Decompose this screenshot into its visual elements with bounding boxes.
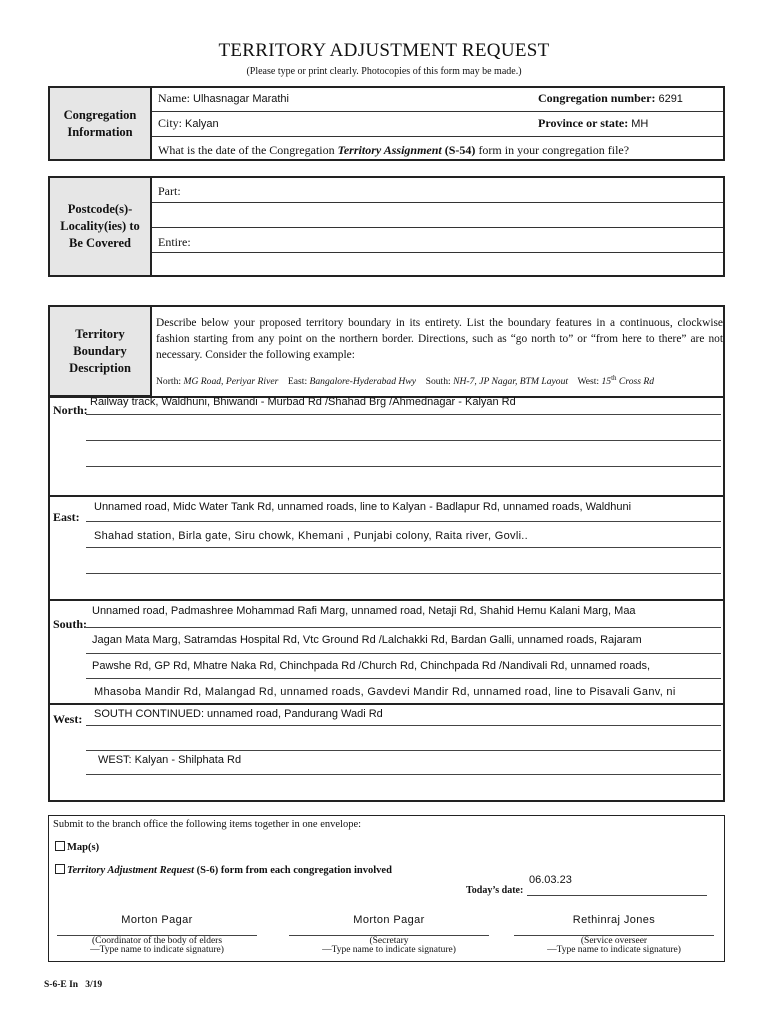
name-field[interactable]: Ulhasnagar Marathi — [193, 93, 289, 105]
date-field[interactable]: 06.03.23 — [529, 874, 572, 886]
s6-item: Territory Adjustment Request (S-6) form from each congregation involved — [55, 864, 392, 876]
congregation-info-label: Congregation Information — [50, 88, 152, 159]
coordinator-caption: (Coordinator of the body of elders —Type name to indicate signature) — [90, 936, 224, 955]
south-line-4[interactable]: Mhasoba Mandir Rd, Malangad Rd, unnamed roads, Gavdevi Mandir Rd, unnamed road, line to Pisavali Ganv, ni — [94, 686, 676, 698]
west-line-1[interactable]: SOUTH CONTINUED: unnamed road, Pandurang Wadi Rd — [94, 708, 383, 720]
service-overseer-signature[interactable]: Rethinraj Jones — [572, 914, 656, 926]
entire-field[interactable] — [200, 230, 720, 250]
part-field[interactable] — [200, 180, 720, 200]
east-label: East: — [53, 510, 80, 524]
part-label: Part: — [158, 184, 181, 198]
secretary-caption: (Secretary —Type name to indicate signature) — [322, 936, 456, 955]
secretary-signature[interactable]: Morton Pagar — [353, 914, 425, 926]
name-label: Name: — [158, 91, 190, 105]
congregation-number-label: Congregation number: — [538, 91, 656, 105]
congregation-info-box — [48, 86, 725, 161]
congregation-number-row — [538, 91, 683, 106]
congregation-name-row — [158, 91, 289, 106]
s6-checkbox[interactable] — [55, 864, 65, 874]
map-item: Map(s) — [55, 841, 99, 853]
north-label: North: — [53, 403, 88, 417]
postcode-label: Postcode(s)-Locality(ies) to Be Covered — [50, 178, 152, 275]
city-field[interactable]: Kalyan — [185, 118, 219, 130]
map-checkbox[interactable] — [55, 841, 65, 851]
west-label: West: — [53, 712, 83, 726]
boundary-label: Territory Boundary Description — [50, 307, 152, 396]
postcode-box — [48, 176, 725, 277]
city-row — [158, 116, 219, 131]
city-label: City: — [158, 116, 183, 130]
service-overseer-caption: (Service overseer —Type name to indicate signature) — [547, 936, 681, 955]
south-line-3[interactable]: Pawshe Rd, GP Rd, Mhatre Naka Rd, Chinchpada Rd /Church Rd, Chinchpada Rd /Nandivali Rd, unnamed roads, — [92, 660, 651, 672]
east-line-2[interactable]: Shahad station, Birla gate, Siru chowk, Khemani , Punjabi colony, Raita river, Govli.. — [94, 530, 529, 542]
congregation-number-field[interactable]: 6291 — [658, 93, 683, 105]
page-title: TERRITORY ADJUSTMENT REQUEST — [218, 40, 550, 61]
south-line-2[interactable]: Jagan Mata Marg, Satramdas Hospital Rd, Vtc Ground Rd /Lalchakki Rd, Bardan Galli, unnamed roads, Rajaram — [92, 634, 642, 646]
south-label: South: — [53, 617, 88, 631]
part-field-2[interactable] — [154, 205, 720, 225]
boundary-instructions: Describe below your proposed territory boundary in its entirety. List the boundary features in a continuous, clockwise fashion starting from any point on the northern border. Directions, such as “go north to” or “from here to there” are not necessary. Consider the following example: — [156, 317, 723, 361]
province-field[interactable]: MH — [631, 118, 649, 130]
date-label: Today’s date: — [466, 885, 524, 896]
submit-box — [48, 815, 725, 962]
boundary-example: North: MG Road, Periyar River East: Bangalore-Hyderabad Hwy South: NH-7, JP Nagar, BTM Layout West: 15th Cross Rd — [156, 374, 655, 388]
entire-label: Entire: — [158, 235, 191, 249]
submit-instruction: Submit to the branch office the following items together in one envelope: — [53, 819, 362, 830]
east-line-1[interactable]: Unnamed road, Midc Water Tank Rd, unnamed roads, line to Kalyan - Badlapur Rd, unnamed roads, Waldhuni — [94, 501, 632, 513]
province-label: Province or state: — [538, 116, 629, 130]
west-line-3[interactable]: WEST: Kalyan - Shilphata Rd — [98, 754, 242, 766]
coordinator-signature[interactable]: Morton Pagar — [121, 914, 193, 926]
s54-question: What is the date of the Congregation Territory Assignment (S-54) form in your congregation file? — [158, 143, 630, 157]
boundary-box — [48, 305, 725, 802]
province-row — [538, 116, 648, 131]
north-line-1[interactable]: Railway track, Waldhuni, Bhiwandi - Murbad Rd /Shahad Brg /Ahmednagar - Kalyan Rd — [90, 396, 516, 408]
page-subtitle: (Please type or print clearly. Photocopies of this form may be made.) — [246, 66, 522, 77]
form-code: S-6-E In 3/19 — [44, 980, 103, 990]
south-line-1[interactable]: Unnamed road, Padmashree Mohammad Rafi Marg, unnamed road, Netaji Rd, Shahid Hemu Kalani Marg, Maa — [92, 605, 636, 617]
